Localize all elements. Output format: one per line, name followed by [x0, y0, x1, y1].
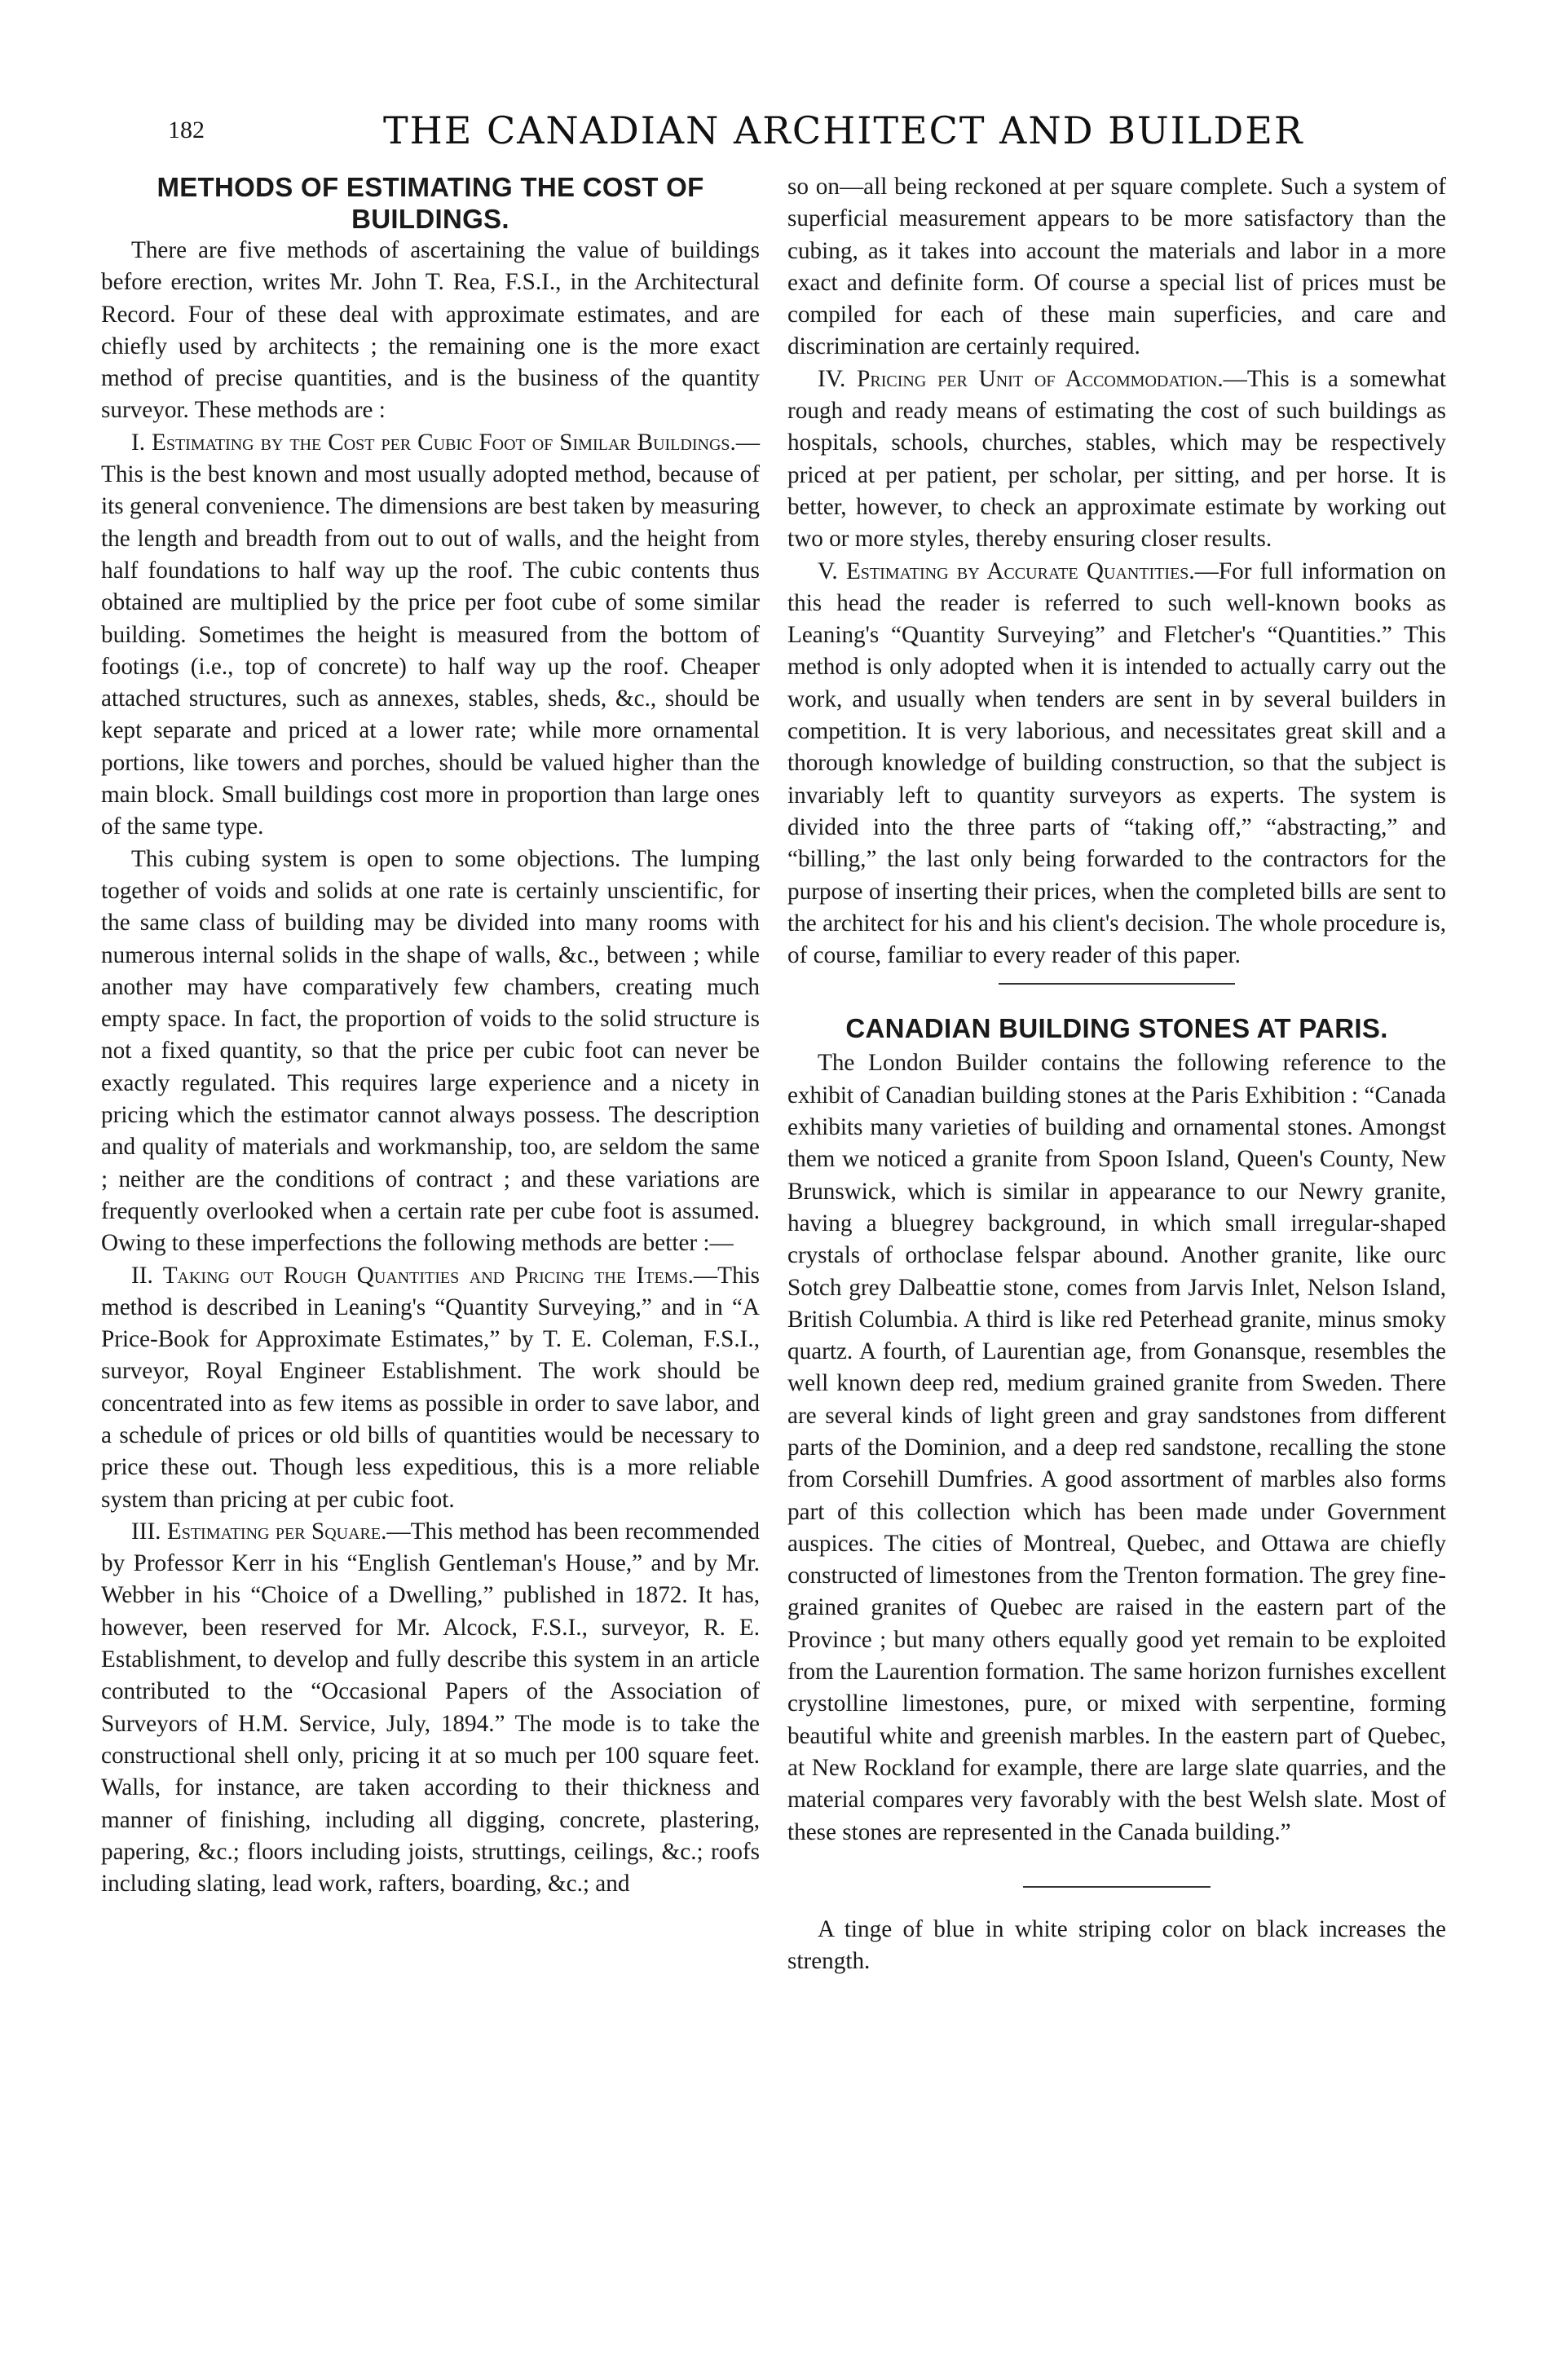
method-3-body: —This method has been recommended by Professor Kerr in his “English Gentleman's House,” and by Mr. Webber in his “Choice of a Dwelling,” published in 1872. It has, however, been reserved for Mr. Alcock, F.S.I., surveyor, R. E. Establishment, to develop and fully describe this system in an article contributed to the “Occasional Papers of the Association of Surveyors of H.M. Service, July, 1894.” The mode is to take the constructional shell only, pricing it at so much per 100 square feet. Walls, for instance, are taken according to their thickness and manner of finishing, including all digging, concrete, plastering, papering, &c.; floors including joists, struttings, ceilings, &c.; roofs including slating, lead work, rafters, boarding, &c.; and: [101, 1518, 761, 1897]
page-number: 182: [168, 117, 205, 143]
method-5-heading: V. Estimating by Accurate Quantities.: [818, 558, 1195, 584]
method-3-continuation: so on—all being reckoned at per square complete. Such a system of superficial measurement appears to be more satisfactory than the cubing, as it takes into account the materials and labor in a more exact and definite form. Of course a special list of prices must be compiled for each of these main superficies, and care and discrimination are certainly required.: [787, 174, 1446, 360]
method-2-body: —This method is described in Leaning's “Quantity Surveying,” and in “A Price-Book for Approximate Estimates,” by T. E. Coleman, F.S.I., surveyor, Royal Engineer Establishment. The work should be concentrated into as few items as possible in order to save labor, and a schedule of prices or old bills of quantities would be necessary to price these out. Though less expeditious, this is a more reliable system than pricing at per cubic foot.: [101, 1262, 760, 1513]
method-1-heading: I. Estimating by the Cost per Cubic Foot of Similar Buildings.: [131, 429, 736, 456]
running-head: THE CANADIAN ARCHITECT AND BUILDER: [383, 108, 1304, 152]
method-2-heading: II. Taking out Rough Quantities and Pricing the Items.: [131, 1262, 694, 1289]
method-5-paragraph: [787, 556, 1446, 972]
objections-paragraph: This cubing system is open to some objections. The lumping together of voids and solids at one rate is certainly unscientific, for the same class of building may be divided into many rooms with numerous internal solids in the shape of walls, &c., between ; while another may have comparatively few chambers, creating much empty space. In fact, the proportion of voids to the solid structure is not a fixed quantity, so that the price per cubic foot can never be exactly regulated. This requires large experience and a nicety in pricing which the estimator cannot always possess. The description and quality of materials and workmanship, too, are seldom the same ; neither are the conditions of contract ; and these variations are frequently overlooked when a certain rate per cube foot is assumed. Owing to these imperfections the following methods are better :—: [101, 845, 760, 1257]
note-paragraph: A tinge of blue in white striping color on black increases the strength.: [787, 1915, 1446, 1975]
left-column: [101, 171, 760, 1900]
article-title: METHODS OF ESTIMATING THE COST OF BUILDINGS.: [157, 172, 704, 234]
method-3-paragraph: [101, 1516, 760, 1901]
method-3-heading: III. Estimating per Square.: [131, 1518, 387, 1545]
note-divider: [1023, 1886, 1211, 1888]
method-4-body: —This is a somewhat rough and ready means of estimating the cost of such buildings as hospitals, schools, churches, stables, which may be respectively priced at per patient, per scholar, per sitting, and per horse. It is better, however, to check an approximate estimate by working out two or more styles, thereby ensuring closer results.: [787, 365, 1446, 553]
section-divider: [999, 983, 1235, 985]
right-column: [787, 171, 1446, 1977]
method-1-body: —This is the best known and most usually adopted method, because of its general convenience. The dimensions are best taken by measuring the length and breadth from out to out of walls, and the height from half foundations to half way up the roof. The cubic contents thus obtained are multiplied by the price per foot cube of some similar building. Sometimes the height is measured from the bottom of footings (i.e., top of concrete) to half way up the roof. Cheaper attached structures, such as annexes, stables, sheds, &c., should be kept separate and priced at a lower rate; while more ornamental portions, like towers and porches, should be valued higher than the main block. Small buildings cost more in proportion than large ones of the same type.: [101, 429, 760, 840]
method-5-body: —For full information on this head the reader is referred to such well-known books as Leaning's “Quantity Surveying” and Fletcher's “Quantities.” This method is only adopted when it is intended to actually carry out the work, and usually when tenders are sent in by several builders in competition. It is very laborious, and necessitates great skill and a thorough knowledge of building construction, so that the subject is invariably left to quantity surveyors as experts. The system is divided into the three parts of “taking off,” “abstracting,” and “billing,” the last only being forwarded to the contractors for the purpose of inserting their prices, when the completed bills are sent to the architect for his and his client's decision. The whole procedure is, of course, familiar to every reader of this paper.: [787, 558, 1446, 969]
article-2-body: The London Builder contains the following reference to the exhibit of Canadian building stones at the Paris Exhibition : “Canada exhibits many varieties of building and ornamental stones. Amongst them we noticed a granite from Spoon Island, Queen's County, New Brunswick, which is similar in appearance to our Newry granite, having a bluegrey background, in which small irregular-shaped crystals of orthoclase felspar abound. Another granite, like ourc Sotch grey Dalbeattie stone, comes from Jarvis Inlet, Nelson Island, British Columbia. A third is like red Peterhead granite, minus smoky quartz. A fourth, of Laurentian age, from Gonansque, resembles the well known deep red, medium grained granite from Sweden. There are several kinds of light green and gray sandstones from different parts of the Dominion, and a deep red sandstone, recalling the stone from Corsehill Dumfries. A good assortment of marbles also forms part of this collection which has been made under Government auspices. The cities of Montreal, Quebec, and Ottawa are chiefly constructed of limestones from the Trenton formation. The grey fine-grained granites of Quebec are raised in the eastern part of the Province ; but many others equally good yet remain to be exploited from the Laurention formation. The same horizon furnishes excellent crystolline limestones, pure, or mixed with serpentine, forming beautiful white and greenish marbles. In the eastern part of Quebec, at New Rockland for example, there are large slate quarries, and the material compares very favorably with the best Welsh slate. Most of these stones are represented in the Canada building.”: [787, 1050, 1446, 1845]
article-2-title: CANADIAN BUILDING STONES AT PARIS.: [845, 1013, 1388, 1044]
method-1-paragraph: [101, 427, 760, 844]
intro-paragraph: There are five methods of ascertaining the value of buildings before erection, writes Mr. John T. Rea, F.S.I., in the Architectural Record. Four of these deal with approximate estimates, and are chiefly used by architects ; the remaining one is the more exact method of precise quantities, and is the business of the quantity surveyor. These methods are :: [101, 237, 760, 424]
method-4-paragraph: [787, 364, 1446, 556]
method-4-heading: IV. Pricing per Unit of Accommodation.: [818, 365, 1224, 392]
method-2-paragraph: [101, 1260, 760, 1516]
